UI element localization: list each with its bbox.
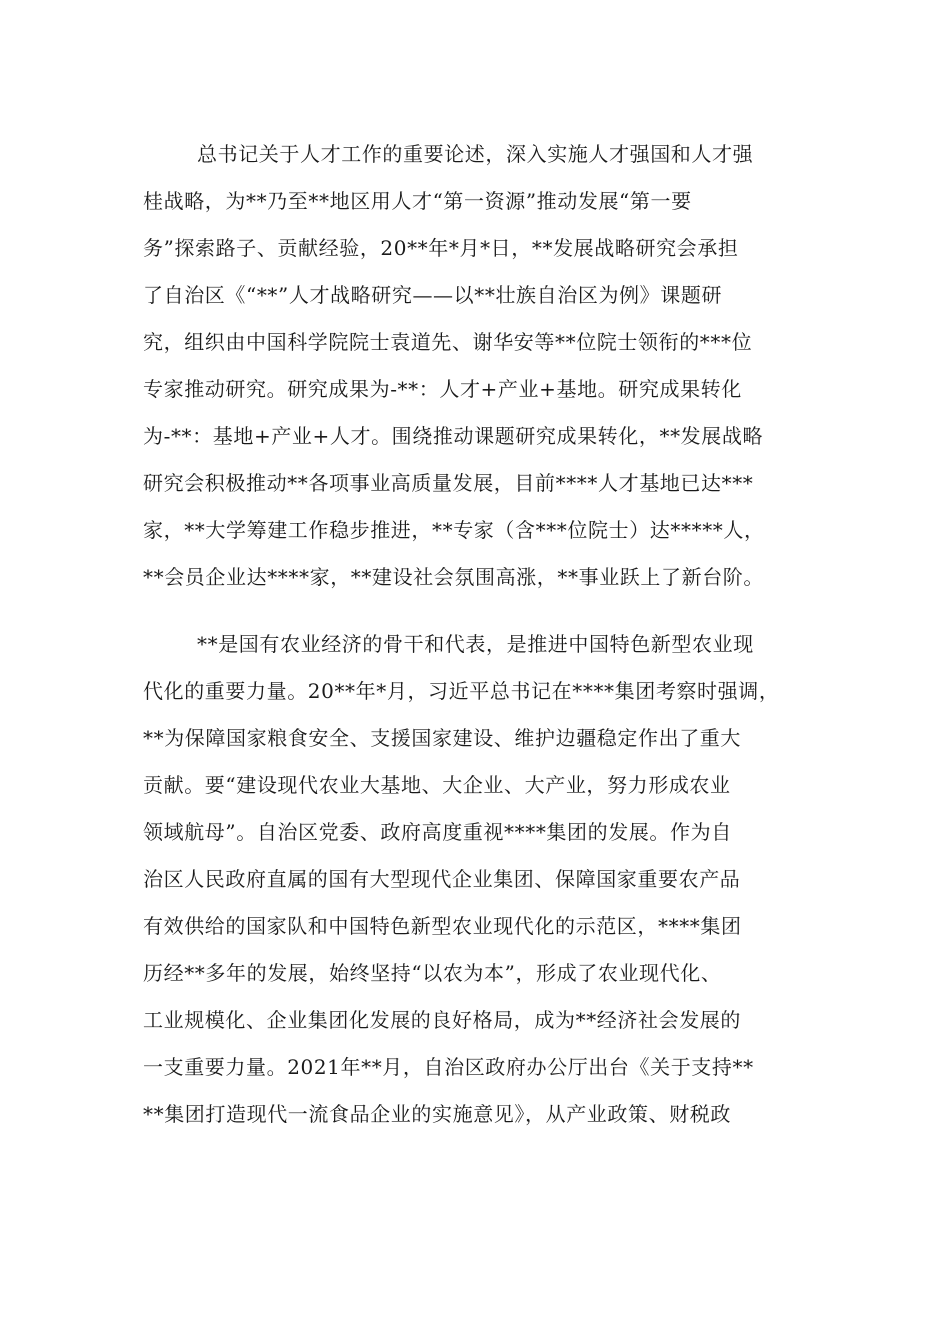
text-line: 桂战略，为**乃至**地区用人才“第一资源”推动发展“第一要 <box>143 189 692 213</box>
text-line: 究，组织由中国科学院院士袁道先、谢华安等**位院士领衔的***位 <box>143 330 753 354</box>
text-line: **集团打造现代一流食品企业的实施意见》，从产业政策、财税政 <box>143 1102 731 1126</box>
text-line: 了自治区《“**”人才战略研究——以**壮族自治区为例》课题研 <box>143 283 723 307</box>
text-line: 为-**：基地+产业+人才。围绕推动课题研究成果转化，**发展战略 <box>143 424 764 448</box>
text-line: 有效供给的国家队和中国特色新型农业现代化的示范区，****集团 <box>143 914 742 938</box>
text-line: 代化的重要力量。20**年*月，习近平总书记在****集团考察时强调， <box>143 679 780 703</box>
text-line: 家，**大学筹建工作稳步推进，**专家（含***位院士）达*****人， <box>143 518 765 542</box>
text-line: 专家推动研究。研究成果为-**：人才+产业+基地。研究成果转化 <box>143 377 742 401</box>
text-line: 治区人民政府直属的国有大型现代企业集团、保障国家重要农产品 <box>143 867 741 891</box>
text-line: 贡献。要“建设现代农业大基地、大企业、大产业，努力形成农业 <box>143 773 731 797</box>
text-line: 务”探索路子、贡献经验，20**年*月*日，**发展战略研究会承担 <box>143 236 739 260</box>
text-line: 研究会积极推动**各项事业高质量发展，目前****人才基地已达*** <box>143 471 754 495</box>
text-line: **为保障国家粮食安全、支援国家建设、维护边疆稳定作出了重大 <box>143 726 741 750</box>
text-line: **会员企业达****家，**建设社会氛围高涨，**事业跃上了新台阶。 <box>143 565 764 589</box>
text-line: 历经**多年的发展，始终坚持“以农为本”，形成了农业现代化、 <box>143 961 722 985</box>
text-line: 一支重要力量。2021年**月，自治区政府办公厅出台《关于支持** <box>143 1055 754 1079</box>
text-line: **是国有农业经济的骨干和代表，是推进中国特色新型农业现 <box>197 632 754 656</box>
text-line: 工业规模化、企业集团化发展的良好格局，成为**经济社会发展的 <box>143 1008 741 1032</box>
text-line: 领域航母”。自治区党委、政府高度重视****集团的发展。作为自 <box>143 820 732 844</box>
text-line: 总书记关于人才工作的重要论述，深入实施人才强国和人才强 <box>197 142 754 166</box>
